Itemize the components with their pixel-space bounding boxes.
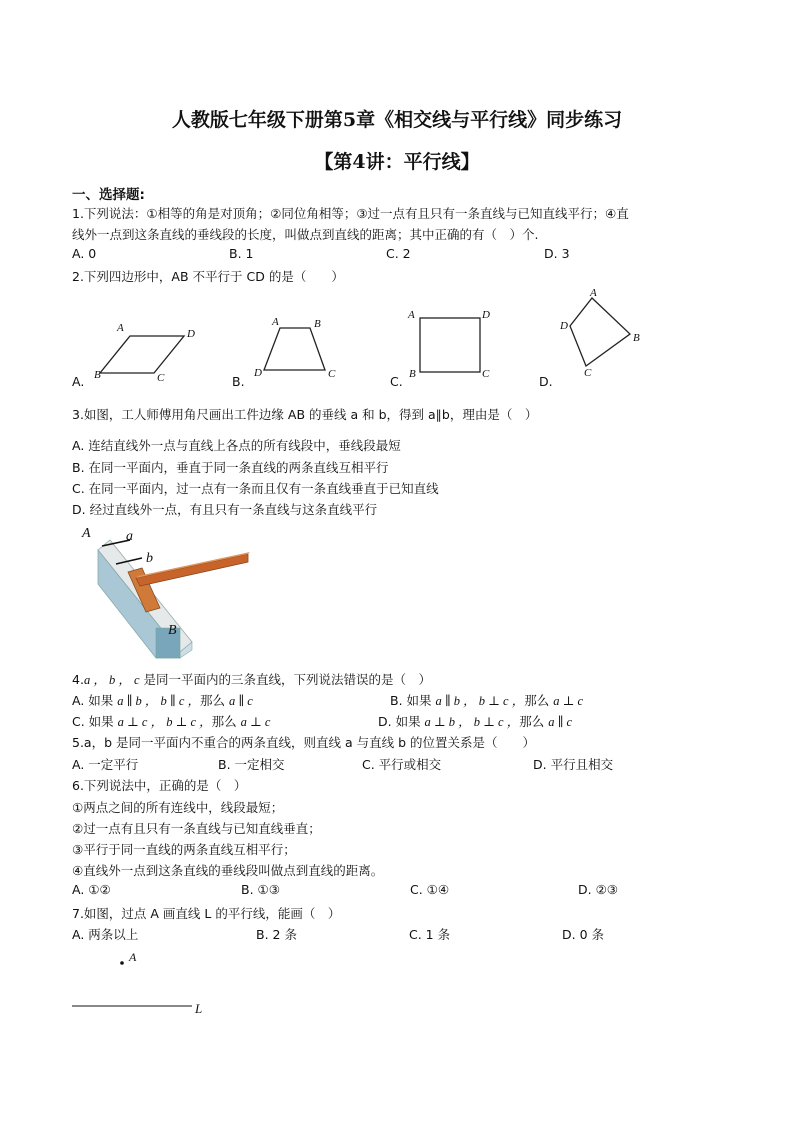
q4-stem: [72, 670, 431, 688]
q3-stem: 3.如图，工人师傅用角尺画出工件边缘 AB 的垂线 a 和 b，得到 a∥b，理由是（ ）: [72, 407, 538, 422]
q4-option-d-res: a ∥ c: [548, 715, 573, 729]
q4-stem-suffix: 是同一平面内的三条直线，下列说法错误的是（ ）: [143, 672, 431, 687]
q4-option-b-res: a ⊥ c: [553, 694, 583, 708]
q4-option-d-expr: a ⊥ b ， b ⊥ c ，: [424, 715, 520, 729]
q2-fig-a-label-c: C: [157, 372, 165, 384]
q2-fig-b-label-a: A: [272, 316, 279, 328]
q7-label-a: A: [129, 950, 137, 964]
q2-fig-c-label-b: B: [409, 368, 416, 380]
q3-option-d: D. 经过直线外一点，有且只有一条直线与这条直线平行: [72, 502, 378, 517]
q4-option-d-mid: 那么: [519, 714, 549, 729]
q4-option-d: [378, 712, 572, 730]
q6-statement-4: ④直线外一点到这条直线的垂线段叫做点到直线的距离。: [72, 863, 384, 878]
q4-option-a-res: a ∥ c: [228, 694, 253, 708]
q2-fig-a-label-a: A: [117, 322, 124, 334]
q4-option-a: [72, 691, 253, 709]
page-subtitle: 【第4讲：平行线】: [314, 151, 480, 173]
q2-fig-d-label-d: D: [560, 320, 568, 332]
q1-option-c: C. 2: [386, 246, 411, 261]
q2-figure-b: [250, 318, 340, 380]
q4-option-b-mid: 那么: [524, 693, 554, 708]
q7-stem: 7.如图，过点 A 画直线 L 的平行线，能画（ ）: [72, 906, 341, 921]
q5-option-c: C. 平行或相交: [362, 757, 442, 772]
q2-fig-a-label-d: D: [187, 328, 195, 340]
q2-option-c: C.: [390, 374, 403, 389]
q1-option-b: B. 1: [229, 246, 254, 261]
q3-option-a: A. 连结直线外一点与直线上各点的所有线段中，垂线段最短: [72, 438, 401, 453]
q4-stem-vars: a ， b ， c: [83, 673, 140, 687]
q7-point-a: [120, 961, 124, 965]
q6-statement-3: ③平行于同一直线的两条直线互相平行；: [72, 842, 296, 857]
q4-option-c-mid: 那么: [211, 714, 241, 729]
q3-fig-label-a-point: A: [82, 526, 91, 541]
q6-option-b: B. ①③: [241, 882, 280, 897]
q6-option-d: D. ②③: [578, 882, 618, 897]
q3-option-c: C. 在同一平面内，过一点有一条而且仅有一条直线垂直于已知直线: [72, 481, 439, 496]
q4-option-b: [390, 691, 583, 709]
q2-fig-c-label-d: D: [482, 309, 490, 321]
q5-option-b: B. 一定相交: [218, 757, 285, 772]
q6-option-a: A. ①②: [72, 882, 111, 897]
q6-statement-2: ②过一点有且只有一条直线与已知直线垂直；: [72, 821, 321, 836]
q2-fig-b-label-d: D: [254, 367, 262, 379]
q4-option-d-pre: D. 如果: [378, 714, 425, 729]
q2-figure-c: [418, 316, 488, 376]
q2-stem: 2.下列四边形中，AB 不平行于 CD 的是（ ）: [72, 269, 344, 284]
q3-fig-label-a-line: a: [126, 529, 133, 544]
q4-option-c-expr: a ⊥ c ， b ⊥ c ，: [117, 715, 212, 729]
q2-fig-a-label-b: B: [94, 369, 101, 381]
q7-figure: [70, 950, 210, 1020]
q4-option-c-res: a ⊥ c: [240, 715, 271, 729]
q7-option-d: D. 0 条: [562, 927, 604, 942]
q4-option-a-expr: a ∥ b ， b ∥ c ，: [117, 694, 200, 708]
q2-option-d: D.: [539, 374, 553, 389]
q2-fig-d-label-c: C: [584, 367, 592, 379]
q2-fig-c-label-c: C: [482, 368, 490, 380]
q3-option-b: B. 在同一平面内，垂直于同一条直线的两条直线互相平行: [72, 460, 389, 475]
section-heading: 一、选择题:: [72, 187, 145, 203]
q4-option-b-expr: a ∥ b ， b ⊥ c ，: [435, 694, 525, 708]
q1-stem-line2: 线外一点到这条直线的垂线段的长度，叫做点到直线的距离；其中正确的有（ ）个.: [72, 227, 539, 242]
q3-fig-label-b-line: b: [146, 551, 153, 566]
q3-fig-label-b-point: B: [168, 623, 177, 638]
q2-option-b: B.: [232, 374, 245, 389]
q6-stem: 6.下列说法中，正确的是（ ）: [72, 778, 247, 793]
q3-figure-workpiece: [80, 522, 260, 667]
q1-option-d: D. 3: [544, 246, 570, 261]
q6-option-c: C. ①④: [410, 882, 450, 897]
q7-option-a: A. 两条以上: [72, 927, 139, 942]
q2-fig-c-label-a: A: [408, 309, 415, 321]
page-title: 人教版七年级下册第5章《相交线与平行线》同步练习: [171, 109, 623, 131]
q7-option-c: C. 1 条: [409, 927, 451, 942]
q4-option-b-pre: B. 如果: [390, 693, 436, 708]
q4-option-a-mid: 那么: [200, 693, 229, 708]
q2-fig-b-label-b: B: [314, 318, 321, 330]
q4-option-c-pre: C. 如果: [72, 714, 118, 729]
q2-fig-b-label-c: C: [328, 368, 336, 380]
q2-fig-d-label-a: A: [590, 287, 597, 299]
q1-stem-line1: 1.下列说法：①相等的角是对顶角；②同位角相等；③过一点有且只有一条直线与已知直线平行；④直: [72, 206, 629, 221]
q4-option-c: [72, 712, 270, 730]
q1-option-a: A. 0: [72, 246, 97, 261]
q4-option-a-pre: A. 如果: [72, 693, 118, 708]
q6-statement-1: ①两点之间的所有连线中，线段最短；: [72, 800, 284, 815]
q2-fig-d-label-b: B: [633, 332, 640, 344]
q5-option-a: A. 一定平行: [72, 757, 139, 772]
q5-option-d: D. 平行且相交: [533, 757, 614, 772]
q7-option-b: B. 2 条: [256, 927, 297, 942]
q4-stem-prefix: 4.: [72, 672, 84, 687]
q5-stem: 5.a，b 是同一平面内不重合的两条直线，则直线 a 与直线 b 的位置关系是（ ）: [72, 735, 535, 750]
q2-option-a: A.: [72, 374, 85, 389]
q7-label-l: L: [195, 1001, 203, 1016]
